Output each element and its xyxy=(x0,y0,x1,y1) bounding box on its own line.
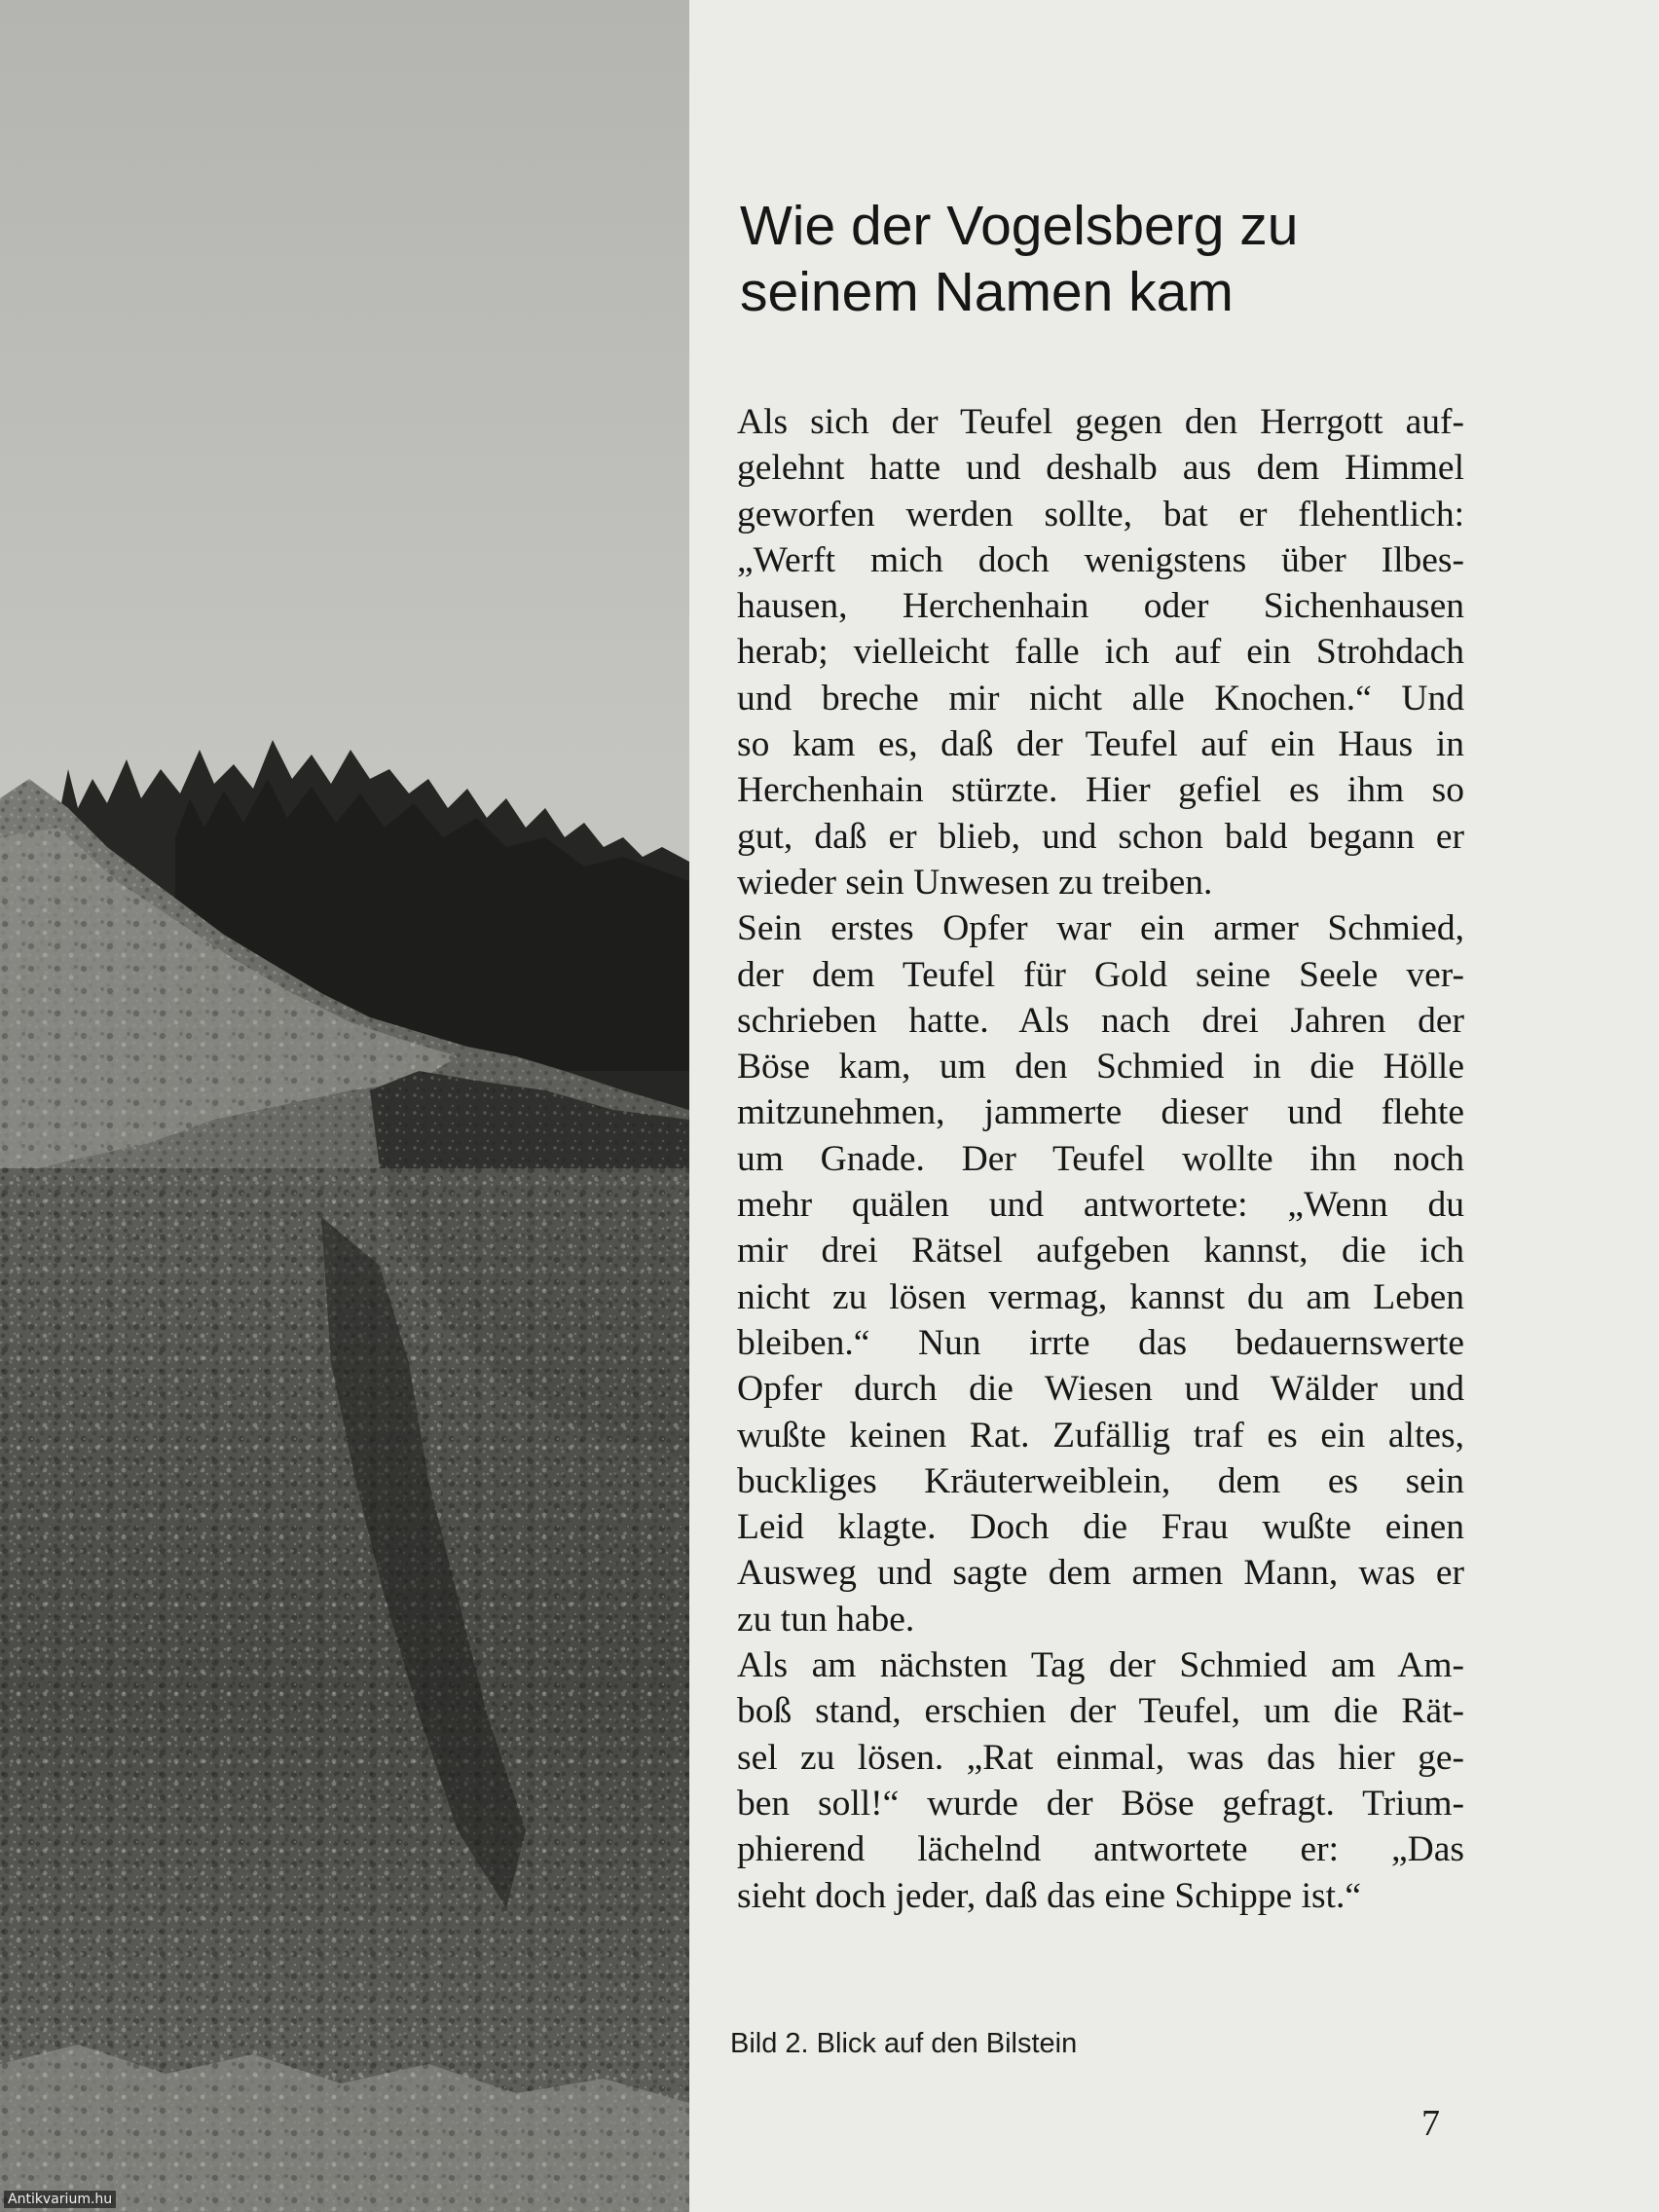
body-line: Herchenhain stürzte. Hier gefiel es ihm so xyxy=(737,770,1464,811)
text-page xyxy=(689,0,1659,2212)
body-line: sieht doch jeder, daß das eine Schippe ist.“ xyxy=(737,1875,1362,1916)
body-line: und breche mir nicht alle Knochen.“ Und xyxy=(737,678,1464,719)
photo-bilstein xyxy=(0,0,689,2212)
title-line: seinem Namen kam xyxy=(740,261,1234,323)
body-line: schrieben hatte. Als nach drei Jahren der xyxy=(737,1000,1464,1041)
body-line: zu tun habe. xyxy=(737,1599,915,1640)
body-line: hausen, Herchenhain oder Sichenhausen xyxy=(737,586,1464,627)
title-line: Wie der Vogelsberg zu xyxy=(740,195,1299,257)
body-line: „Werft mich doch wenigstens über Ilbes- xyxy=(737,539,1464,580)
body-line: um Gnade. Der Teufel wollte ihn noch xyxy=(737,1138,1464,1179)
body-line: sel zu lösen. „Rat einmal, was das hier ge- xyxy=(737,1737,1464,1778)
body-line: gut, daß er blieb, und schon bald begann er xyxy=(737,816,1464,857)
body-line: buckliges Kräuterweiblein, dem es sein xyxy=(737,1460,1464,1501)
body-line: mitzunehmen, jammerte dieser und flehte xyxy=(737,1092,1464,1133)
body-line: herab; vielleicht falle ich auf ein Strohdach xyxy=(737,632,1464,673)
page-title xyxy=(740,193,1421,325)
body-line: Ausweg und sagte dem armen Mann, was er xyxy=(737,1553,1464,1594)
body-line: Böse kam, um den Schmied in die Hölle xyxy=(737,1047,1464,1088)
landscape-photo xyxy=(0,0,689,2212)
body-line: wußte keinen Rat. Zufällig traf es ein altes, xyxy=(737,1415,1464,1456)
page-number: 7 xyxy=(1421,2103,1440,2144)
body-line: geworfen werden sollte, bat er flehentlich: xyxy=(737,494,1464,535)
body-line: bleiben.“ Nun irrte das bedauernswerte xyxy=(737,1322,1464,1363)
body-line: gelehnt hatte und deshalb aus dem Himmel xyxy=(737,448,1464,489)
body-line: wieder sein Unwesen zu treiben. xyxy=(737,862,1213,903)
body-line: Opfer durch die Wiesen und Wälder und xyxy=(737,1369,1464,1410)
figure-caption: Bild 2. Blick auf den Bilstein xyxy=(730,2028,1078,2059)
story-body xyxy=(737,399,1464,1919)
body-line: ben soll!“ wurde der Böse gefragt. Trium- xyxy=(737,1783,1464,1824)
body-line: Als am nächsten Tag der Schmied am Am- xyxy=(737,1645,1464,1686)
body-line: Sein erstes Opfer war ein armer Schmied, xyxy=(737,908,1464,949)
body-line: der dem Teufel für Gold seine Seele ver- xyxy=(737,954,1464,995)
watermark: Antikvarium.hu xyxy=(4,2191,116,2208)
body-line: nicht zu lösen vermag, kannst du am Leben xyxy=(737,1276,1464,1317)
body-line: Als sich der Teufel gegen den Herrgott auf- xyxy=(737,402,1464,442)
body-line: boß stand, erschien der Teufel, um die Rät- xyxy=(737,1691,1464,1732)
body-line: Leid klagte. Doch die Frau wußte einen xyxy=(737,1507,1464,1548)
body-line: so kam es, daß der Teufel auf ein Haus in xyxy=(737,724,1464,765)
body-line: phierend lächelnd antwortete er: „Das xyxy=(737,1829,1464,1870)
body-line: mir drei Rätsel aufgeben kannst, die ich xyxy=(737,1231,1464,1272)
body-line: mehr quälen und antwortete: „Wenn du xyxy=(737,1185,1464,1226)
